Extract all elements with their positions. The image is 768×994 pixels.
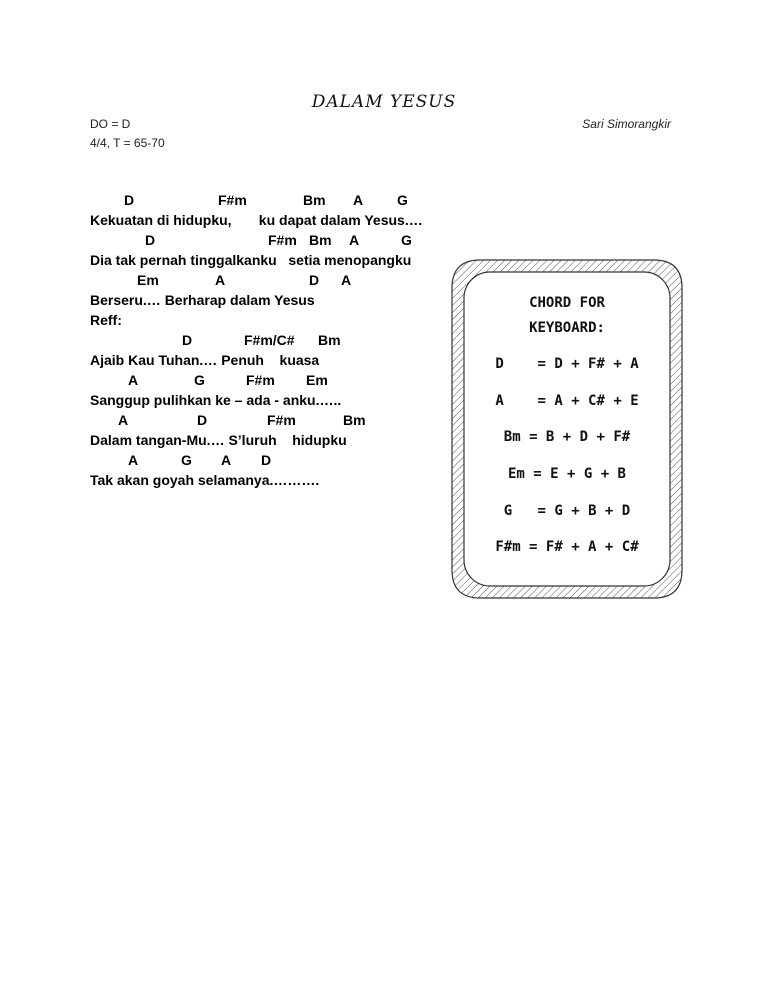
- chord-label: F#m: [267, 412, 296, 428]
- chord-line: [90, 230, 470, 250]
- chord-row: Em = E + G + B: [507, 466, 626, 482]
- chord-row: F#m = F# + A + C#: [495, 539, 639, 555]
- chord-label: D: [145, 232, 156, 248]
- chord-label: G: [397, 192, 408, 208]
- chord-label: A: [118, 412, 129, 428]
- lyric-line: Tak akan goyah selamanya.……….: [90, 472, 320, 488]
- lyric-line: Dalam tangan-Mu.… S’luruh hidupku: [90, 432, 347, 448]
- chord-label: D: [197, 412, 208, 428]
- chart-title-line1: CHORD FOR: [529, 295, 605, 311]
- lyric-line: Sanggup pulihkan ke – ada - anku.…..: [90, 392, 342, 408]
- lyric-line: Kekuatan di hidupku, ku dapat dalam Yesus.…: [90, 212, 423, 228]
- chord-chart-box: [450, 258, 684, 600]
- chord-label: D: [124, 192, 135, 208]
- section-label: Reff:: [90, 312, 122, 328]
- chord-label: A: [128, 452, 139, 468]
- chord-label: A: [221, 452, 232, 468]
- chord-label: A: [215, 272, 226, 288]
- song-title: DALAM YESUS: [311, 92, 457, 112]
- chord-line: [90, 190, 470, 210]
- chord-row: G = G + B + D: [503, 503, 631, 519]
- chord-label: Bm: [309, 232, 332, 248]
- author: Sari Simorangkir: [582, 117, 671, 131]
- chord-label: A: [353, 192, 364, 208]
- chord-label: A: [128, 372, 139, 388]
- chord-label: F#m: [218, 192, 247, 208]
- chord-label: F#m: [268, 232, 297, 248]
- key-signature: DO = D: [90, 117, 131, 131]
- lyric-line: Dia tak pernah tinggalkanku setia menopangku: [90, 252, 412, 268]
- lyric-line: Berseru.… Berharap dalam Yesus: [90, 292, 315, 308]
- chord-label: G: [181, 452, 192, 468]
- chord-label: A: [349, 232, 360, 248]
- chord-label: Em: [137, 272, 159, 288]
- chord-label: F#m: [246, 372, 275, 388]
- chord-label: A: [341, 272, 352, 288]
- song-body: [90, 190, 470, 490]
- chord-label: Bm: [318, 332, 341, 348]
- chord-line: [90, 330, 470, 350]
- chord-line: [90, 450, 470, 470]
- chord-line: [90, 270, 470, 290]
- chord-label: Bm: [303, 192, 326, 208]
- chart-title-line2: KEYBOARD:: [529, 320, 605, 336]
- chord-label: D: [261, 452, 272, 468]
- chord-label: G: [194, 372, 205, 388]
- chord-label: Bm: [343, 412, 366, 428]
- chord-label: F#m/C#: [244, 332, 295, 348]
- time-tempo: 4/4, T = 65-70: [90, 136, 165, 150]
- chord-line: [90, 370, 470, 390]
- chord-row: A = A + C# + E: [495, 393, 639, 409]
- chord-label: Em: [306, 372, 328, 388]
- chord-label: D: [182, 332, 193, 348]
- chord-row: Bm = B + D + F#: [503, 429, 631, 445]
- chord-row: D = D + F# + A: [495, 356, 639, 372]
- chord-label: G: [401, 232, 412, 248]
- chord-label: D: [309, 272, 320, 288]
- chord-line: [90, 410, 470, 430]
- lyric-line: Ajaib Kau Tuhan.… Penuh kuasa: [90, 352, 320, 368]
